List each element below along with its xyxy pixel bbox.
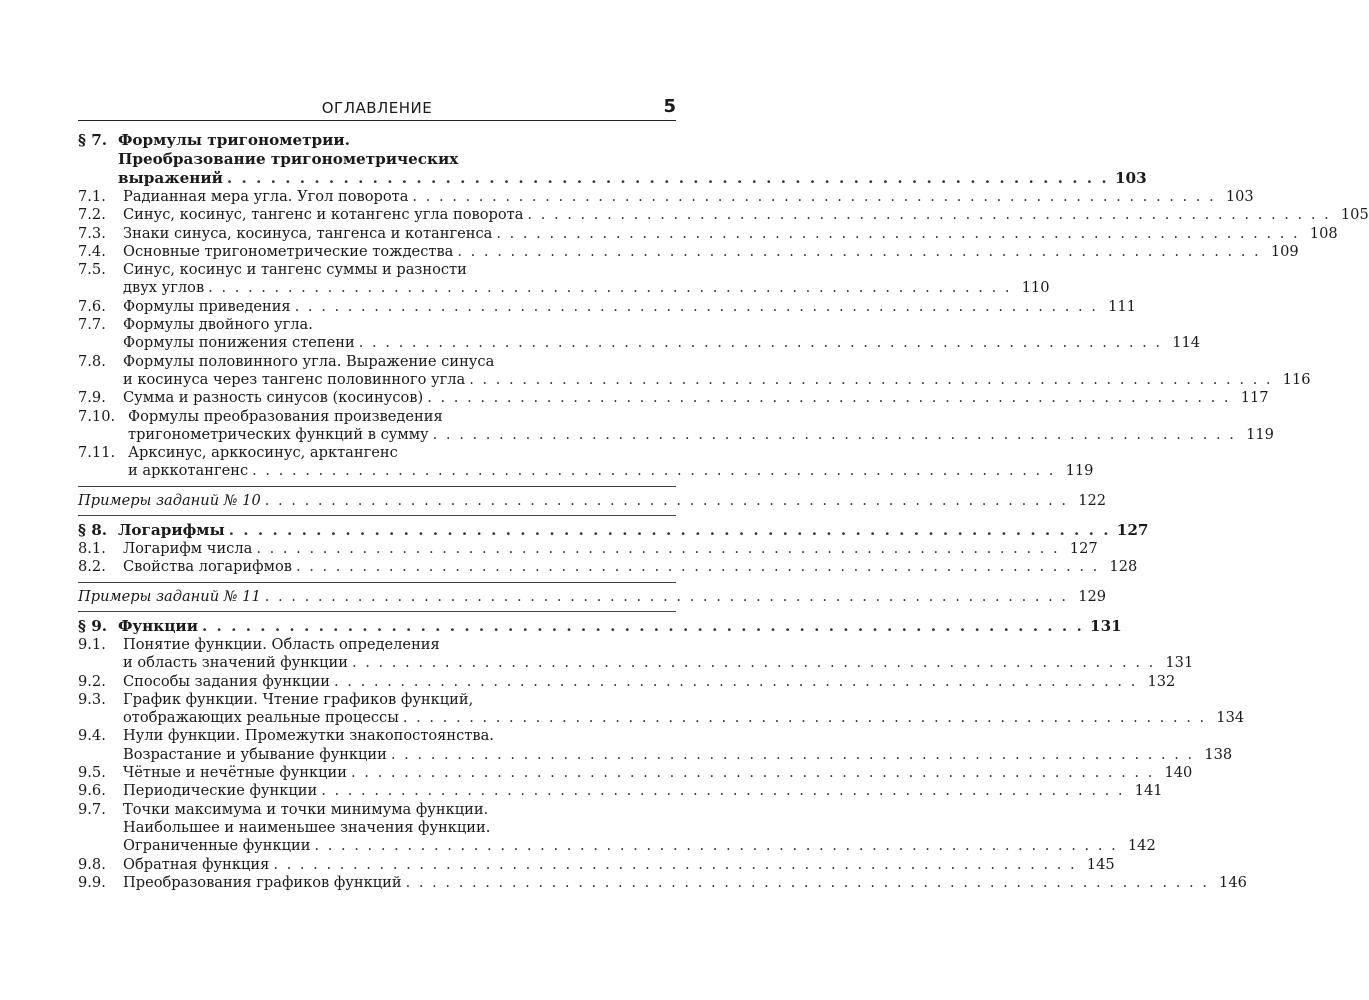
entry-page-number: 116 (1282, 370, 1311, 388)
entry-number: § 8. (78, 521, 108, 540)
toc-entry[interactable] (78, 261, 1050, 298)
toc-entry[interactable] (78, 800, 1156, 856)
entry-title-line: График функции. Чтение графиков функций, (123, 690, 474, 708)
dot-leader: . . . . . . . . . . . . . . . . . . . . . . . . . . . . . . . . . . . . . . . . . . . . . . . . . . . . . . . . . . . . . (427, 389, 1231, 407)
entry-number: 8.2. (78, 558, 106, 576)
entry-number: 9.5. (78, 764, 106, 782)
entry-title-line: Формулы тригонометрии. (118, 131, 350, 149)
dot-leader: . . . . . . . . . . . . . . . . . . . . . . . . . . . . . . . . . . . . . . . . . . . . . . . . . . . . . . . . . . . . . (469, 370, 1273, 388)
entry-title-line: Знаки синуса, косинуса, тангенса и котангенса (123, 224, 493, 242)
dot-leader: . . . . . . . . . . . . . . . . . . . . . . . . . . . . . . . . . . . . . . . . . . . . . . . . . . . . . . . . . . . . . (412, 188, 1216, 205)
toc-page (78, 96, 1369, 892)
entry-number: 9.3. (78, 690, 106, 708)
toc-entry[interactable] (78, 727, 1233, 764)
dot-leader: . . . . . . . . . . . . . . . . . . . . . . . . . . . . . . . . . . . . . . . . . . . . . . . . . . . . . . . . . . . . . (390, 745, 1195, 763)
examples-divider (78, 582, 676, 583)
entry-title-line: и косинуса через тангенс половинного угла (123, 370, 466, 388)
entry-page-number: 111 (1108, 297, 1136, 315)
toc-entry[interactable] (78, 635, 1194, 673)
dot-leader: . . . . . . . . . . . . . . . . . . . . . . . . . . . . . . . . . . . . . . . . . . . . . . . . . . . . . . . . . . . . . (314, 837, 1118, 855)
dot-leader: . . . . . . . . . . . . . . . . . . . . . . . . . . . . . . . . . . . . . . . . . . . . . . . . . . . . . . . . . . . . . (432, 425, 1236, 443)
entry-title-line: Функции (118, 616, 198, 635)
entry-number: 9.6. (78, 782, 106, 800)
entry-page-number: 129 (1078, 587, 1107, 605)
toc-entry[interactable] (78, 690, 1245, 728)
dot-leader: . . . . . . . . . . . . . . . . . . . . . . . . . . . . . . . . . . . . . . . . . . . . . . . . . . . . . . . . . . . . . (295, 558, 1100, 576)
entry-number: 9.8. (78, 855, 106, 873)
entry-page-number: 132 (1147, 672, 1176, 690)
toc-entry[interactable] (78, 297, 1136, 316)
toc-entry[interactable] (78, 316, 1201, 353)
entry-number: 7.9. (78, 389, 106, 407)
entry-title-line: Обратная функция (123, 855, 270, 873)
dot-leader: . . . . . . . . . . . . . . . . . . . . . . . . . . . . . . . . . . . . . . . . . . . . . . . . . . . . . . . . . . . . . (358, 334, 1163, 352)
entry-title-line: Формулы понижения степени (123, 334, 355, 352)
running-header (78, 96, 676, 121)
toc-entry[interactable] (78, 444, 1094, 481)
toc-entry[interactable] (78, 389, 1269, 407)
entry-page-number: 119 (1065, 462, 1094, 480)
dot-leader: . . . . . . . . . . . . . . . . . . . . . . . . . . . . . . . . . . . . . . . . . . . . . . . . . . . . . . . . . . . . . (321, 782, 1125, 800)
running-title: ОГЛАВЛЕНИЕ (321, 99, 433, 117)
entry-number: § 9. (78, 616, 108, 635)
entry-title-line: двух углов (123, 279, 205, 297)
entry-number: 7.1. (78, 188, 106, 205)
page-number: 5 (663, 96, 676, 117)
entry-title-line: Наибольшее и наименьшее значения функции. (123, 818, 491, 836)
entry-title-line: Чётные и нечётные функции (123, 764, 348, 782)
entry-title-line: Периодические функции (123, 782, 318, 800)
entry-title-line: Логарифмы (118, 521, 225, 540)
entry-title-line: и область значений функции (123, 654, 348, 672)
toc-entry[interactable] (78, 782, 1163, 800)
entry-title-line: Сумма и разность синусов (косинусов) (123, 389, 424, 407)
toc-entry[interactable] (78, 242, 1299, 261)
entry-page-number: 105 (1340, 206, 1369, 224)
entry-title-line: Формулы половинного угла. Выражение синуса (123, 352, 495, 370)
toc-entry[interactable] (78, 558, 1138, 576)
entry-title-line: Способы задания функции (123, 672, 331, 690)
entry-title-line: и арккотангенс (128, 462, 249, 480)
entry-title-line: отображающих реальные процессы (123, 709, 399, 727)
toc-entry[interactable] (78, 407, 1274, 445)
entry-page-number: 145 (1086, 855, 1115, 873)
entry-page-number: 117 (1240, 389, 1269, 407)
entry-number: § 7. (78, 131, 108, 149)
entry-title-line: Преобразование тригонометрических (118, 150, 459, 168)
entry-page-number: 131 (1090, 616, 1122, 635)
entry-number: 7.4. (78, 242, 106, 260)
entry-title-line: Логарифм числа (123, 540, 253, 558)
dot-leader: . . . . . . . . . . . . . . . . . . . . . . . . . . . . . . . . . . . . . . . . . . . . . . . . . . . . . . . . . . . . . (208, 279, 1012, 297)
section-divider (78, 611, 676, 612)
dot-leader: . . . . . . . . . . . . . . . . . . . . . . . . . . . . . . . . . . . . . . . . . . . . . . . . . . . . . . . . . . . . . (334, 672, 1138, 690)
dot-leader: . . . . . . . . . . . . . . . . . . . . . . . . . . . . . . . . . . . . . . . . . . . . . . . . . . . . . . . . . . . . . (252, 462, 1056, 480)
toc-section[interactable] (78, 131, 1147, 188)
entry-page-number: 103 (1225, 188, 1254, 205)
toc-entry[interactable] (78, 672, 1176, 691)
entry-title-line: Понятие функции. Область определения (123, 635, 440, 653)
toc-entry[interactable] (78, 764, 1193, 782)
entry-page-number: 127 (1069, 540, 1098, 558)
entry-number: 7.7. (78, 316, 106, 334)
entry-page-number: 134 (1216, 709, 1245, 727)
entry-page-number: 108 (1309, 224, 1338, 242)
entry-page-number: 114 (1172, 334, 1201, 352)
entry-page-number: 140 (1164, 764, 1193, 782)
toc-entry[interactable] (78, 352, 1311, 390)
entry-number: 7.5. (78, 261, 106, 279)
entry-number: 7.10. (78, 407, 116, 425)
dot-leader: . . . . . . . . . . . . . . . . . . . . . . . . . . . . . . . . . . . . . . . . . . . . . . . . . . . . . . . . . . . . . (351, 654, 1156, 672)
entry-page-number: 103 (1114, 169, 1147, 187)
toc-entry[interactable] (78, 873, 1247, 892)
entry-title-line: Свойства логарифмов (123, 558, 292, 576)
entry-number: 9.7. (78, 800, 106, 818)
toc-entry[interactable] (78, 206, 1369, 224)
dot-leader: . . . . . . . . . . . . . . . . . . . . . . . . . . . . . . . . . . . . . . . . . . . . . . . . . . . . . . . . . . . . . (256, 540, 1060, 558)
entry-number: 9.9. (78, 873, 106, 891)
entry-title-line: Синус, косинус, тангенс и котангенс угла поворота (123, 206, 524, 224)
entry-title-line: Формулы двойного угла. (123, 316, 313, 334)
toc-entry[interactable] (78, 855, 1115, 874)
entry-title-line: Арксинус, арккосинус, арктангенс (128, 444, 398, 462)
dot-leader: . . . . . . . . . . . . . . . . . . . . . . . . . . . . . . . . . . . . . . . . . . . . . . . . . . . . . . . . . . . . . (294, 297, 1098, 315)
table-of-contents (78, 131, 1369, 892)
entry-number: 8.1. (78, 540, 106, 558)
entry-title-line: Нули функции. Промежутки знакопостоянства. (123, 727, 494, 745)
entry-page-number: 131 (1165, 654, 1194, 672)
entry-page-number: 109 (1270, 242, 1299, 260)
entry-title-line: Радианная мера угла. Угол поворота (123, 188, 409, 205)
dot-leader: . . . . . . . . . . . . . . . . . . . . . . . . . . . . . . . . . . . . . . . . . . . . . . . . . . . . . . . . . . . . . (351, 764, 1155, 782)
entry-page-number: 119 (1246, 425, 1274, 443)
toc-section[interactable] (78, 521, 1149, 540)
entry-number: 9.1. (78, 635, 106, 653)
dot-leader: . . . . . . . . . . . . . . . . . . . . . . . . . . . . . . . . . . . . . . . . . . . . . . . . . . . . . . . . . . . . . (226, 169, 1109, 187)
entry-number: 7.3. (78, 224, 106, 242)
dot-leader: . . . . . . . . . . . . . . . . . . . . . . . . . . . . . . . . . . . . . . . . . . . . . . . . . . . . . . . . . . . . . (527, 206, 1331, 224)
toc-examples-entry[interactable] (78, 491, 1107, 510)
toc-entry[interactable] (78, 224, 1338, 243)
entry-title-line: выражений (118, 169, 223, 187)
entry-number: 7.6. (78, 297, 106, 315)
entry-page-number: 110 (1021, 279, 1050, 297)
entry-title-line: Возрастание и убывание функции (123, 745, 387, 763)
entry-title-line: Примеры заданий № 10 (78, 491, 261, 509)
entry-page-number: 128 (1109, 558, 1138, 576)
dot-leader: . . . . . . . . . . . . . . . . . . . . . . . . . . . . . . . . . . . . . . . . . . . . . . . . . . . . . . . . . . . . . (402, 709, 1207, 727)
dot-leader: . . . . . . . . . . . . . . . . . . . . . . . . . . . . . . . . . . . . . . . . . . . . . . . . . . . . . . . . . . . . . (264, 491, 1069, 509)
entry-number: 9.2. (78, 672, 106, 690)
entry-title-line: Формулы приведения (123, 297, 291, 315)
dot-leader: . . . . . . . . . . . . . . . . . . . . . . . . . . . . . . . . . . . . . . . . . . . . . . . . . . . . . . . . . . . . . (201, 616, 1084, 635)
toc-examples-entry[interactable] (78, 587, 1107, 606)
entry-title-line: Точки максимума и точки минимума функции. (123, 800, 489, 818)
entry-number: 7.2. (78, 206, 106, 224)
entry-title-line: тригонометрических функций в сумму (128, 425, 429, 443)
toc-entry[interactable] (78, 188, 1254, 206)
entry-title-line: Основные тригонометрические тождества (123, 242, 454, 260)
entry-title-line: Синус, косинус и тангенс суммы и разности (123, 261, 467, 279)
entry-page-number: 141 (1134, 782, 1163, 800)
dot-leader: . . . . . . . . . . . . . . . . . . . . . . . . . . . . . . . . . . . . . . . . . . . . . . . . . . . . . . . . . . . . . (228, 521, 1111, 540)
entry-number: 7.11. (78, 444, 116, 462)
entry-page-number: 138 (1204, 745, 1233, 763)
dot-leader: . . . . . . . . . . . . . . . . . . . . . . . . . . . . . . . . . . . . . . . . . . . . . . . . . . . . . . . . . . . . . (273, 855, 1077, 873)
dot-leader: . . . . . . . . . . . . . . . . . . . . . . . . . . . . . . . . . . . . . . . . . . . . . . . . . . . . . . . . . . . . . (496, 224, 1300, 242)
section-divider (78, 515, 676, 516)
dot-leader: . . . . . . . . . . . . . . . . . . . . . . . . . . . . . . . . . . . . . . . . . . . . . . . . . . . . . . . . . . . . . (457, 242, 1261, 260)
entry-title-line: Примеры заданий № 11 (78, 587, 261, 605)
entry-title-line: Ограниченные функции (123, 837, 311, 855)
toc-section[interactable] (78, 616, 1122, 636)
entry-page-number: 127 (1116, 521, 1149, 540)
entry-page-number: 122 (1078, 491, 1107, 509)
toc-entry[interactable] (78, 540, 1098, 558)
entry-title-line: Преобразования графиков функций (123, 873, 402, 891)
entry-number: 9.4. (78, 727, 106, 745)
entry-page-number: 142 (1127, 837, 1156, 855)
dot-leader: . . . . . . . . . . . . . . . . . . . . . . . . . . . . . . . . . . . . . . . . . . . . . . . . . . . . . . . . . . . . . (264, 587, 1069, 605)
dot-leader: . . . . . . . . . . . . . . . . . . . . . . . . . . . . . . . . . . . . . . . . . . . . . . . . . . . . . . . . . . . . . (405, 873, 1209, 891)
examples-divider (78, 486, 676, 487)
entry-number: 7.8. (78, 352, 106, 370)
entry-title-line: Формулы преобразования произведения (128, 407, 443, 425)
entry-page-number: 146 (1219, 873, 1247, 891)
